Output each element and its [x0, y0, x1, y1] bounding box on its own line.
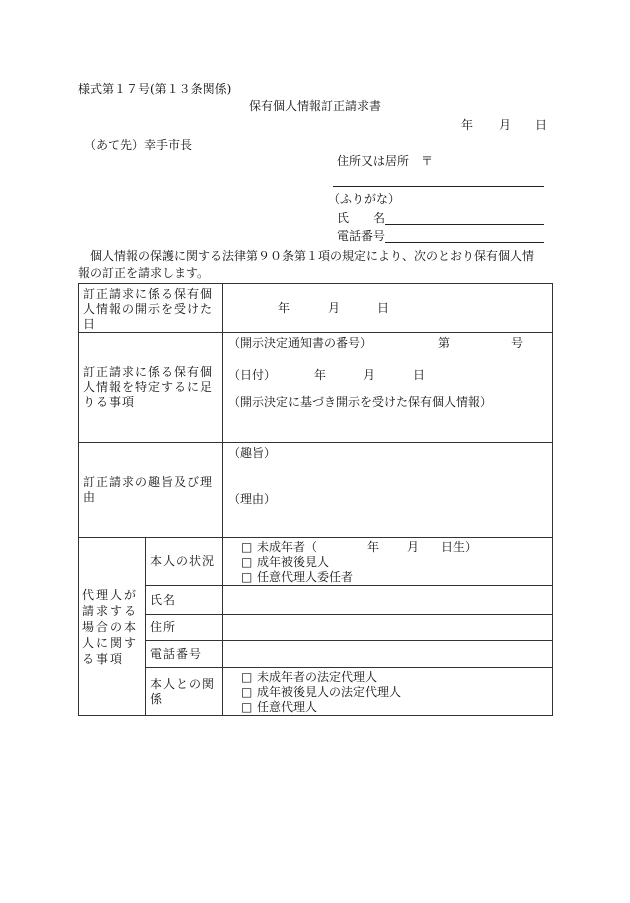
agent-address-field[interactable]: [223, 615, 553, 641]
purpose-label: 訂正請求の趣旨及び理由: [83, 475, 214, 504]
row-agent-name: [79, 586, 553, 615]
row-identify-notice: [79, 333, 553, 363]
agent-name-field[interactable]: [223, 586, 553, 615]
identify-date-field[interactable]: [223, 363, 553, 393]
row-agent-relation: [79, 668, 553, 716]
notice-go: 号: [511, 336, 524, 350]
intro-line-1: 個人情報の保護に関する法律第９０条第１項の規定により、次のとおり保有個人情: [90, 249, 535, 263]
relation-option-agent[interactable]: [241, 700, 317, 715]
identify-label: 訂正請求に係る保有個人情報を特定するに足りる事項: [83, 365, 214, 409]
intro-line-2: 報の訂正を請求します。: [78, 266, 210, 280]
requester-phone-line[interactable]: [385, 242, 544, 243]
form-number: 様式第１７号(第１３条関係): [78, 82, 232, 96]
status-option-adult-ward-label: 成年被後見人: [257, 555, 330, 569]
birth-year: 年: [367, 540, 380, 554]
status-option-principal[interactable]: [241, 570, 353, 585]
agent-address-label: 住所: [150, 620, 177, 634]
disclosure-day: 日: [377, 301, 390, 315]
birth-day: 日生）: [441, 540, 478, 554]
relation-option-minor-guardian[interactable]: [241, 670, 377, 685]
agent-label: 代理人が請求する場合の本人に関する事項: [82, 587, 139, 666]
agent-name-label-cell: [146, 586, 223, 615]
identify-label-cell: [79, 333, 223, 443]
identify-year: 年: [314, 367, 327, 382]
status-option-adult-ward[interactable]: [241, 555, 329, 570]
requester-name-label: 氏 名: [337, 211, 386, 225]
agent-relation-field: [223, 668, 553, 716]
requester-address-line[interactable]: [333, 186, 544, 187]
identify-day: 日: [413, 367, 426, 382]
identify-info-label: （開示決定に基づき開示を受けた保有個人情報）: [228, 394, 493, 409]
agent-label-cell: [79, 538, 146, 716]
disclosure-month: 月: [328, 301, 341, 315]
date-month-label: 月: [499, 118, 512, 132]
agent-phone-label-cell: [146, 641, 223, 668]
identify-notice-field[interactable]: [223, 333, 553, 363]
relation-option-minor-guardian-label: 未成年者の法定代理人: [257, 670, 378, 684]
addressee: （あて先）幸手市長: [84, 138, 193, 152]
furigana-label: （ふりがな）: [328, 192, 401, 206]
purpose-reason-label: （理由）: [228, 492, 277, 506]
identify-info-field[interactable]: [223, 393, 553, 443]
agent-phone-label: 電話番号: [150, 646, 203, 661]
disclosure-date-field[interactable]: [223, 284, 553, 333]
relation-option-agent-label: 任意代理人: [257, 700, 318, 714]
status-option-minor-label: 未成年者（: [257, 540, 318, 554]
disclosure-date-label-cell: [79, 284, 223, 333]
disclosure-year: 年: [278, 301, 291, 315]
notice-number-label: （開示決定通知書の番号）: [228, 336, 373, 350]
purpose-label-cell: [79, 443, 223, 538]
checkbox-icon: □: [241, 670, 253, 684]
notice-dai: 第: [438, 336, 451, 350]
agent-address-label-cell: [146, 615, 223, 641]
status-option-minor[interactable]: [241, 540, 478, 555]
relation-option-adult-guardian-label: 成年被後見人の法定代理人: [257, 685, 402, 699]
agent-name-label: 氏名: [150, 592, 177, 607]
checkbox-icon: □: [241, 700, 253, 714]
checkbox-icon: □: [241, 540, 253, 554]
row-purpose: [79, 443, 553, 538]
row-agent-phone: [79, 641, 553, 668]
agent-relation-label-cell: [146, 668, 223, 716]
request-form-table: [78, 283, 553, 716]
requester-address-label: 住所又は居所 〒: [337, 154, 434, 168]
agent-relation-label: 本人との関係: [150, 676, 216, 706]
requester-phone-label: 電話番号: [337, 229, 386, 243]
birth-month: 月: [407, 540, 420, 554]
row-agent-status: [79, 538, 553, 586]
checkbox-icon: □: [241, 555, 253, 569]
agent-status-label: 本人の状況: [150, 554, 216, 568]
purpose-field[interactable]: [223, 443, 553, 538]
status-option-principal-label: 任意代理人委任者: [257, 570, 354, 584]
purpose-gist-label: （趣旨）: [228, 446, 277, 460]
date-year-label: 年: [461, 118, 474, 132]
relation-option-adult-guardian[interactable]: [241, 685, 401, 700]
requester-name-line[interactable]: [385, 224, 544, 225]
agent-phone-field[interactable]: [223, 641, 553, 668]
row-disclosure-date: [79, 284, 553, 333]
identify-month: 月: [363, 367, 376, 382]
disclosure-date-label: 訂正請求に係る保有個人情報の開示を受けた日: [83, 287, 214, 331]
date-day-label: 日: [535, 118, 548, 132]
row-agent-address: [79, 615, 553, 641]
agent-status-field: [223, 538, 553, 586]
checkbox-icon: □: [241, 685, 253, 699]
form-title: 保有個人情報訂正請求書: [249, 99, 382, 113]
identify-date-label: （日付）: [228, 367, 277, 382]
agent-status-label-cell: [146, 538, 223, 586]
checkbox-icon: □: [241, 570, 253, 584]
